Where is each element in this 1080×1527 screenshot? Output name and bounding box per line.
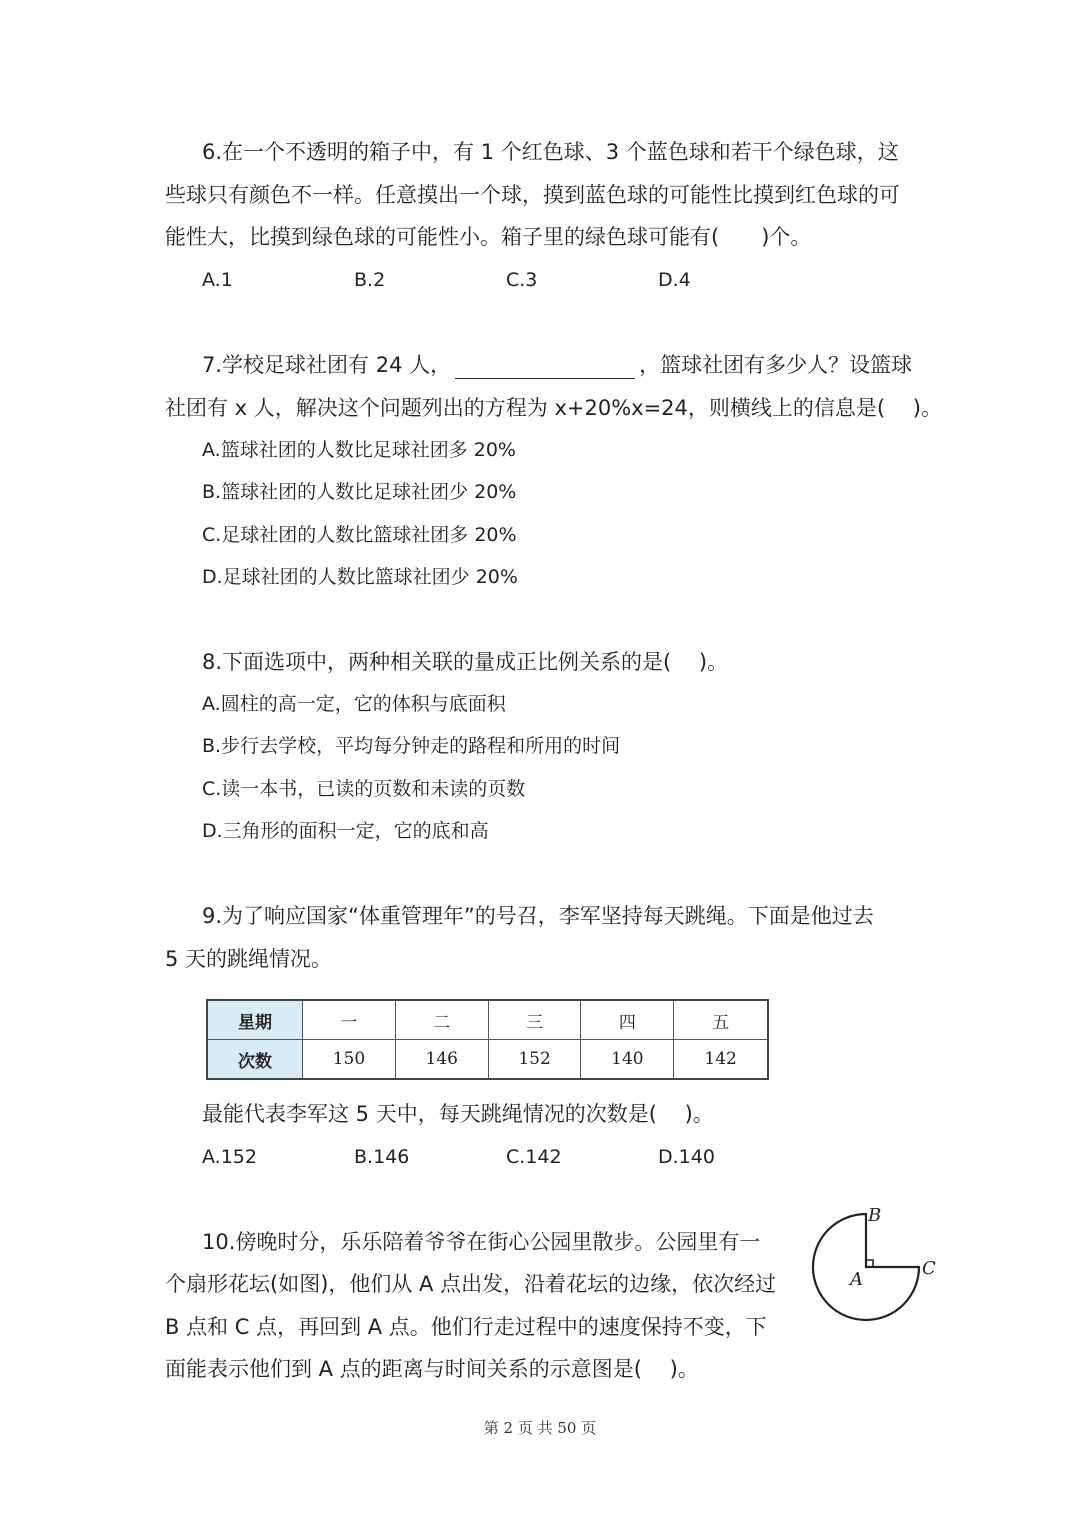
table-row: [207, 1040, 768, 1080]
q7-option-b: B.篮球社团的人数比足球社团少 20%: [202, 481, 517, 503]
sector-flowerbed-figure: [800, 1195, 950, 1325]
q10-line-4: 面能表示他们到 A 点的距离与时间关系的示意图是( )。: [165, 1357, 699, 1381]
point-c-label: C: [922, 1258, 936, 1279]
table-row: [207, 1000, 768, 1040]
page-footer: 第 2 页 共 50 页: [483, 1419, 597, 1437]
q6-line-2: 些球只有颜色不一样。任意摸出一个球，摸到蓝色球的可能性比摸到红色球的可: [165, 183, 900, 207]
table-cell: 152: [488, 1040, 581, 1080]
table-cell: 150: [303, 1040, 396, 1080]
q7-option-d: D.足球社团的人数比篮球社团少 20%: [202, 566, 518, 588]
q7-option-a: A.篮球社团的人数比足球社团多 20%: [202, 439, 516, 461]
table-cell: 四: [581, 1000, 674, 1040]
q7-line-1-before: 7.学校足球社团有 24 人，: [202, 353, 452, 377]
q7-option-c: C.足球社团的人数比篮球社团多 20%: [202, 524, 517, 546]
q9-line-2: 5 天的跳绳情况。: [165, 947, 333, 971]
q8-line-1: 8.下面选项中，两种相关联的量成正比例关系的是( )。: [202, 650, 729, 674]
q8-option-c: C.读一本书，已读的页数和未读的页数: [202, 778, 526, 800]
q7-line-1: [202, 351, 962, 379]
q9-option-a: A.152: [202, 1146, 257, 1168]
q9-option-b: B.146: [354, 1146, 410, 1168]
q7-line-2: 社团有 x 人，解决这个问题列出的方程为 x+20%x=24，则横线上的信息是( )。: [165, 396, 942, 420]
q9-question: 最能代表李军这 5 天中，每天跳绳情况的次数是( )。: [202, 1102, 714, 1126]
table-cell: 二: [395, 1000, 488, 1040]
q7-line-1-after: ，篮球社团有多少人？设篮球: [639, 353, 913, 377]
q8-option-d: D.三角形的面积一定，它的底和高: [202, 820, 489, 842]
q6-line-1: 6.在一个不透明的箱子中，有 1 个红色球、3 个蓝色球和若干个绿色球，这: [202, 140, 899, 164]
q6-option-a: A.1: [202, 269, 233, 291]
table-cell: 五: [674, 1000, 768, 1040]
table-cell: 三: [488, 1000, 581, 1040]
q9-line-1: 9.为了响应国家“体重管理年”的号召，李军坚持每天跳绳。下面是他过去: [202, 904, 874, 928]
q7-answer-blank: [455, 356, 635, 379]
table-cell: 140: [581, 1040, 674, 1080]
q6-line-3: 能性大，比摸到绿色球的可能性小。箱子里的绿色球可能有( )个。: [165, 225, 812, 249]
point-b-label: B: [868, 1205, 882, 1226]
q6-option-d: D.4: [658, 269, 691, 291]
point-a-label: A: [850, 1269, 863, 1290]
row-label-count: 次数: [207, 1040, 303, 1080]
sector-outline: [813, 1214, 919, 1320]
table-cell: 142: [674, 1040, 768, 1080]
q9-option-d: D.140: [658, 1146, 715, 1168]
q10-line-3: B 点和 C 点，再回到 A 点。他们行走过程中的速度保持不变，下: [165, 1315, 767, 1339]
q8-option-b: B.步行去学校，平均每分钟走的路程和所用的时间: [202, 735, 621, 757]
q6-option-b: B.2: [354, 269, 386, 291]
q10-line-2: 个扇形花坛(如图)，他们从 A 点出发，沿着花坛的边缘，依次经过: [165, 1272, 777, 1296]
table-cell: 一: [303, 1000, 396, 1040]
jump-rope-table: [206, 999, 769, 1080]
q10-line-1: 10.傍晚时分，乐乐陪着爷爷在街心公园里散步。公园里有一: [202, 1230, 761, 1254]
row-label-weekday: 星期: [207, 1000, 303, 1040]
q8-option-a: A.圆柱的高一定，它的体积与底面积: [202, 693, 506, 715]
q9-option-c: C.142: [506, 1146, 562, 1168]
q6-option-c: C.3: [506, 269, 538, 291]
table-cell: 146: [395, 1040, 488, 1080]
